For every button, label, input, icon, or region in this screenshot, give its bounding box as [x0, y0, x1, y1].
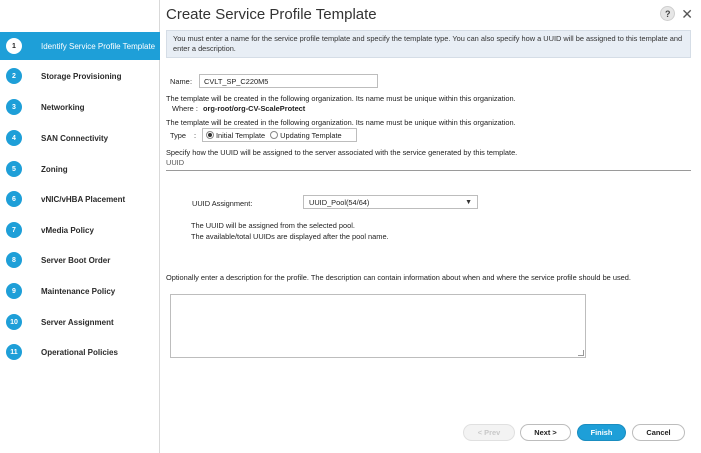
- step-number: 11: [6, 344, 22, 360]
- description-textarea[interactable]: [170, 294, 586, 358]
- step-number: 10: [6, 314, 22, 330]
- uuid-help-1: The UUID will be assigned from the selected pool.: [191, 221, 355, 230]
- page-title: Create Service Profile Template: [166, 6, 377, 23]
- step-number: 6: [6, 191, 22, 207]
- type-colon: :: [194, 131, 197, 140]
- radio-label: Initial Template: [216, 130, 266, 140]
- step-server-boot-order[interactable]: [0, 246, 160, 274]
- step-networking[interactable]: [0, 93, 160, 121]
- step-san-connectivity[interactable]: [0, 124, 160, 152]
- step-vnic-vhba-placement[interactable]: [0, 185, 160, 213]
- name-label: Name: [170, 77, 190, 86]
- step-label: vMedia Policy: [41, 225, 94, 235]
- type-label: Type: [170, 131, 187, 140]
- step-number: 4: [6, 130, 22, 146]
- step-label: Zoning: [41, 164, 68, 174]
- info-banner: You must enter a name for the service profile template and specify the template type. You can also specify how a UUID will be assigned to this template and enter a description.: [166, 30, 691, 58]
- radio-updating-template[interactable]: [270, 131, 342, 140]
- step-number: 9: [6, 283, 22, 299]
- resize-grip-icon[interactable]: [578, 350, 584, 356]
- step-maintenance-policy[interactable]: [0, 277, 160, 305]
- select-value: UUID_Pool(54/64): [309, 198, 370, 207]
- description-note: Optionally enter a description for the profile. The description can contain information about when and where the service profile should be used.: [166, 273, 631, 282]
- uuid-help-2: The available/total UUIDs are displayed after the pool name.: [191, 232, 389, 241]
- step-identify-service-profile-template[interactable]: [0, 32, 160, 60]
- uuid-assignment-select[interactable]: [303, 195, 478, 209]
- step-label: Identify Service Profile Template: [41, 41, 156, 51]
- radio-label: Updating Template: [280, 130, 342, 140]
- step-zoning[interactable]: [0, 155, 160, 183]
- radio-unchecked-icon: [270, 131, 278, 139]
- step-number: 5: [6, 161, 22, 177]
- template-type-radio-group: [202, 128, 357, 142]
- step-vmedia-policy[interactable]: [0, 216, 160, 244]
- step-label: Server Boot Order: [41, 255, 111, 265]
- where-value: org-root/org-CV-ScaleProtect: [203, 104, 306, 113]
- step-number: 8: [6, 252, 22, 268]
- name-colon: :: [190, 77, 193, 86]
- prev-button[interactable]: < Prev: [463, 424, 515, 441]
- window-controls: [660, 6, 693, 21]
- step-number: 2: [6, 68, 22, 84]
- uuid-note: Specify how the UUID will be assigned to the server associated with the service generated by this template.: [166, 148, 518, 157]
- finish-button[interactable]: Finish: [577, 424, 626, 441]
- uuid-section-heading: UUID: [166, 158, 185, 167]
- cancel-button[interactable]: Cancel: [632, 424, 685, 441]
- step-storage-provisioning[interactable]: [0, 62, 160, 90]
- next-button[interactable]: Next >: [520, 424, 571, 441]
- step-label: Server Assignment: [41, 317, 114, 327]
- step-label: Storage Provisioning: [41, 71, 122, 81]
- step-label: Maintenance Policy: [41, 286, 116, 296]
- step-number: 3: [6, 99, 22, 115]
- step-label: Networking: [41, 102, 85, 112]
- org-note-2: The template will be created in the following organization. Its name must be unique within this organization.: [166, 118, 516, 127]
- caret-down-icon: ▼: [465, 199, 472, 206]
- org-note: The template will be created in the following organization. Its name must be unique within this organization.: [166, 94, 516, 103]
- section-divider: [166, 170, 691, 171]
- where-label: Where :: [172, 104, 198, 113]
- name-input[interactable]: [199, 74, 378, 88]
- step-label: Operational Policies: [41, 347, 118, 357]
- radio-checked-icon: [206, 131, 214, 139]
- radio-initial-template[interactable]: [206, 131, 265, 140]
- step-server-assignment[interactable]: [0, 308, 160, 336]
- step-label: vNIC/vHBA Placement: [41, 194, 126, 204]
- wizard-steps-sidebar: [0, 0, 160, 453]
- step-operational-policies[interactable]: [0, 338, 160, 366]
- step-number: 7: [6, 222, 22, 238]
- close-icon[interactable]: ✕: [681, 5, 693, 22]
- help-icon[interactable]: ?: [660, 6, 675, 21]
- step-label: SAN Connectivity: [41, 133, 109, 143]
- step-number: 1: [6, 38, 22, 54]
- uuid-assignment-label: UUID Assignment:: [192, 199, 253, 208]
